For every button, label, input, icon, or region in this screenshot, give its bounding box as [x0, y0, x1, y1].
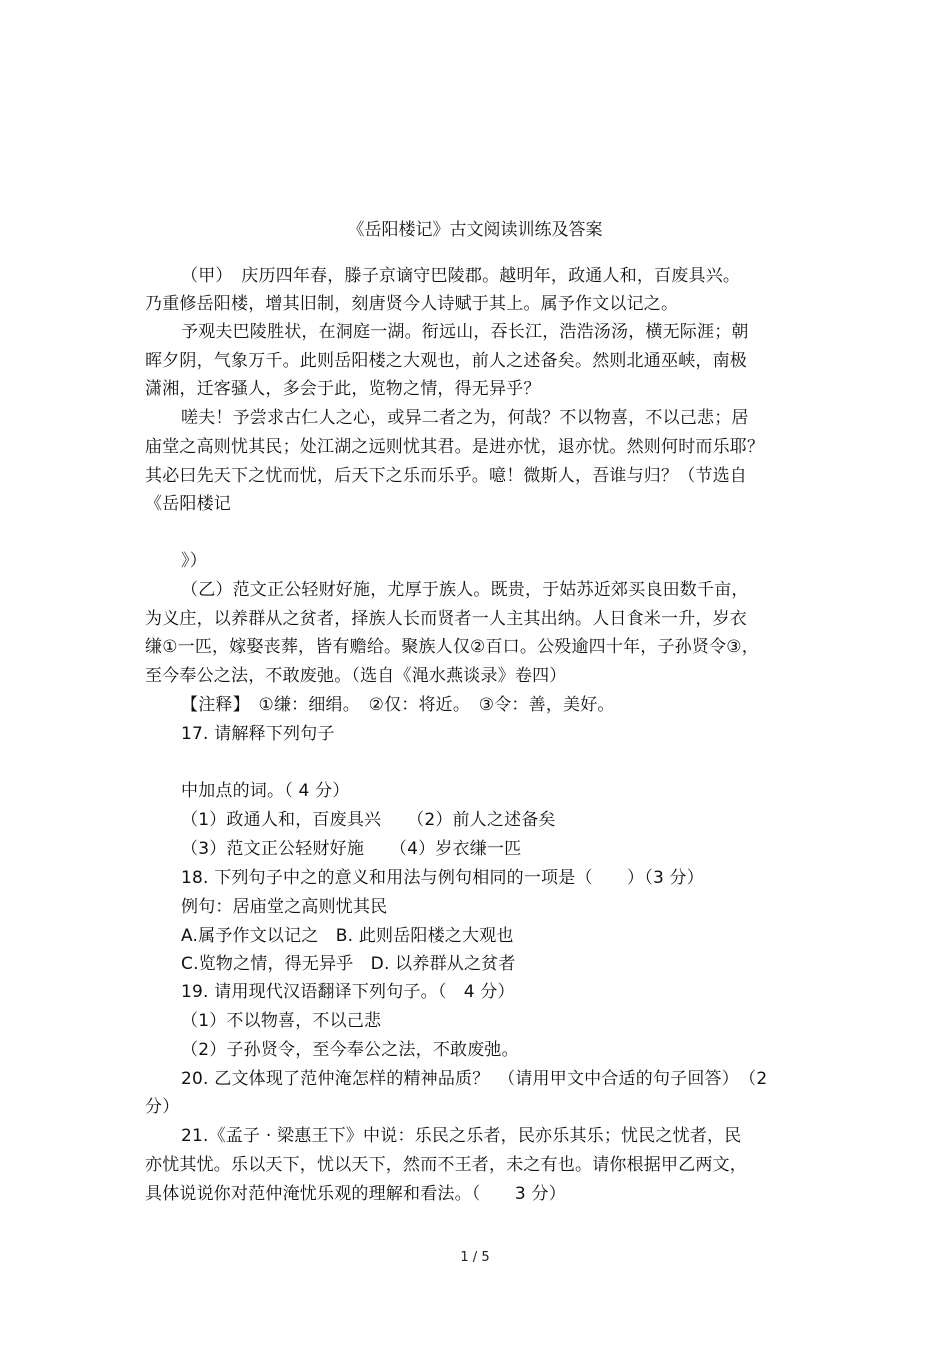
text-line: 分）	[145, 1097, 180, 1117]
text-line: （1）政通人和，百废具兴 （2）前人之述备矣	[181, 810, 556, 830]
text-line: （乙）范文正公轻财好施，尤厚于族人。既贵，于姑苏近郊买良田数千亩，	[181, 580, 749, 600]
text-line: 嗟夫！予尝求古仁人之心，或异二者之为，何哉？不以物喜，不以己悲；居	[181, 408, 749, 428]
text-line: 庙堂之高则忧其民；处江湖之远则忧其君。是进亦忧，退亦忧。然则何时而乐耶？	[145, 437, 765, 457]
question-18: 18. 下列句子中之的意义和用法与例句相同的一项是（ ）（3 分）	[181, 868, 704, 888]
question-17: 17. 请解释下列句子	[181, 724, 335, 744]
text-line: 为义庄，以养群从之贫者，择族人长而贤者一人主其出纳。人日食米一升，岁衣	[145, 609, 747, 629]
text-line: （1）不以物喜，不以己悲	[181, 1011, 382, 1031]
text-line: 其必曰先天下之忧而忧，后天下之乐而乐乎。噫！微斯人，吾谁与归？（节选自	[145, 466, 747, 486]
text-line: 中加点的词。（ 4 分）	[181, 781, 350, 801]
option-line: C.览物之情，得无异乎 D. 以养群从之贫者	[181, 954, 516, 974]
text-line: （2）子孙贤令，至今奉公之法，不敢废弛。	[181, 1040, 519, 1060]
document-title: 《岳阳楼记》古文阅读训练及答案	[347, 220, 603, 240]
text-line: 具体说说你对范仲淹忧乐观的理解和看法。（ 3 分）	[145, 1184, 566, 1204]
annotation-line: 【注释】 ①缣：细绢。 ②仅：将近。 ③令：善，美好。	[181, 695, 615, 715]
option-line: A.属予作文以记之 B. 此则岳阳楼之大观也	[181, 926, 514, 946]
text-line: 》）	[181, 551, 207, 571]
text-line: （3）范文正公轻财好施 （4）岁衣缣一匹	[181, 839, 522, 859]
text-line: 晖夕阴，气象万千。此则岳阳楼之大观也，前人之述备矣。然则北通巫峡，南极	[145, 351, 747, 371]
question-19: 19. 请用现代汉语翻译下列句子。（ 4 分）	[181, 982, 515, 1002]
question-21: 21.《孟子 · 梁惠王下》中说：乐民之乐者，民亦乐其乐；忧民之忧者，民	[181, 1126, 742, 1146]
text-line: 潇湘，迁客骚人，多会于此，览物之情，得无异乎？	[145, 379, 541, 399]
text-line: 至今奉公之法，不敢废弛。（选自《渑水燕谈录》卷四）	[145, 666, 567, 686]
page-number: 1 / 5	[460, 1250, 490, 1265]
text-line: 例句：居庙堂之高则忧其民	[181, 897, 388, 917]
text-line: 予观夫巴陵胜状，在洞庭一湖。衔远山，吞长江，浩浩汤汤，横无际涯；朝	[181, 322, 749, 342]
text-line: 亦忧其忧。乐以天下，忧以天下，然而不王者，未之有也。请你根据甲乙两文，	[145, 1155, 747, 1175]
text-line: 缣①一匹，嫁娶丧葬，皆有赡给。聚族人仅②百口。公殁逾四十年，子孙贤令③，	[145, 637, 759, 657]
text-line: 《岳阳楼记	[145, 494, 231, 514]
question-20: 20. 乙文体现了范仲淹怎样的精神品质？ （请用甲文中合适的句子回答） （2	[181, 1069, 768, 1089]
text-line: 乃重修岳阳楼，增其旧制，刻唐贤今人诗赋于其上。属予作文以记之。	[145, 294, 679, 314]
text-line: （甲） 庆历四年春，滕子京谪守巴陵郡。越明年，政通人和，百废具兴。	[181, 266, 741, 286]
